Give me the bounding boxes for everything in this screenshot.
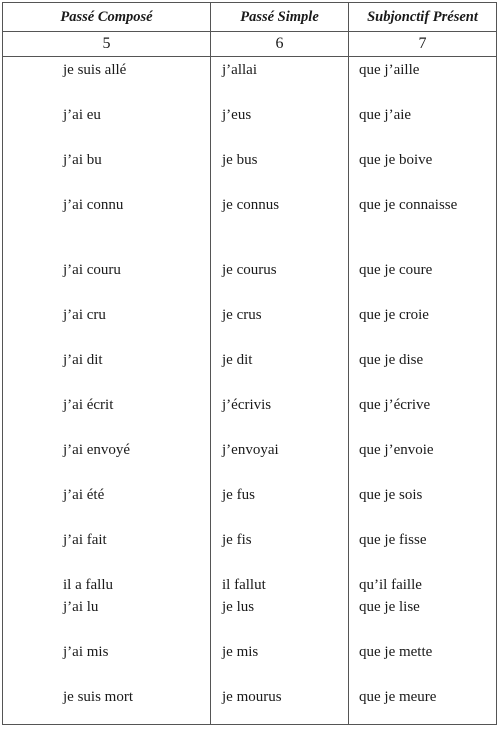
passe-compose-cell <box>3 347 211 392</box>
cell-text: je mourus <box>222 689 282 705</box>
passe-simple-cell <box>211 392 349 437</box>
passe-simple-cell <box>211 639 349 684</box>
cell-text: j’ai écrit <box>63 397 114 413</box>
table-row <box>3 572 497 594</box>
table-row <box>3 347 497 392</box>
table-row <box>3 57 497 103</box>
cell-text: j’ai lu <box>63 599 99 615</box>
cell-text: j’ai connu <box>63 197 124 213</box>
passe-simple-cell <box>211 572 349 594</box>
passe-compose-cell <box>3 594 211 639</box>
subjonctif-present-cell <box>349 572 497 594</box>
cell-text: que je boive <box>359 152 433 168</box>
cell-text: j’ai cru <box>63 307 106 323</box>
cell-text: je lus <box>222 599 255 615</box>
cell-text: je suis allé <box>63 62 127 78</box>
cell-text: que je meure <box>359 689 437 705</box>
table-row <box>3 147 497 192</box>
subjonctif-present-cell <box>349 302 497 347</box>
passe-compose-cell <box>3 482 211 527</box>
subjonctif-present-cell <box>349 684 497 725</box>
cell-text: j’ai couru <box>63 262 121 278</box>
passe-compose-cell <box>3 392 211 437</box>
cell-text: qu’il faille <box>359 577 422 593</box>
cell-text: que je croie <box>359 307 429 323</box>
passe-compose-cell <box>3 57 211 103</box>
subjonctif-present-cell <box>349 392 497 437</box>
cell-text: que je fisse <box>359 532 427 548</box>
cell-text: je bus <box>222 152 258 168</box>
passe-compose-cell <box>3 527 211 572</box>
cell-text: j’ai envoyé <box>63 442 131 458</box>
subjonctif-present-cell <box>349 594 497 639</box>
cell-text: que je connaisse <box>359 197 458 213</box>
conjugation-table <box>2 2 497 725</box>
passe-compose-cell <box>3 437 211 482</box>
cell-text: j’ai mis <box>63 644 109 660</box>
passe-simple-cell <box>211 527 349 572</box>
table-row <box>3 102 497 147</box>
passe-compose-cell <box>3 192 211 257</box>
table-row <box>3 257 497 302</box>
column-number-6: 6 <box>211 32 349 57</box>
passe-simple-cell <box>211 302 349 347</box>
cell-text: il fallut <box>222 577 266 593</box>
passe-simple-cell <box>211 57 349 103</box>
column-number-5: 5 <box>3 32 211 57</box>
cell-text: que je coure <box>359 262 433 278</box>
subjonctif-present-cell <box>349 257 497 302</box>
subjonctif-present-cell <box>349 57 497 103</box>
cell-text: j’ai dit <box>63 352 103 368</box>
passe-simple-cell <box>211 102 349 147</box>
passe-simple-cell <box>211 437 349 482</box>
passe-simple-cell <box>211 684 349 725</box>
table-row <box>3 527 497 572</box>
cell-text: je courus <box>222 262 277 278</box>
passe-simple-cell <box>211 192 349 257</box>
passe-compose-cell <box>3 147 211 192</box>
table-row <box>3 639 497 684</box>
cell-text: que j’écrive <box>359 397 431 413</box>
passe-simple-cell <box>211 347 349 392</box>
cell-text: je suis mort <box>63 689 133 705</box>
cell-text: que je lise <box>359 599 420 615</box>
subjonctif-present-cell <box>349 102 497 147</box>
cell-text: j’eus <box>222 107 252 123</box>
table-row <box>3 437 497 482</box>
cell-text: que je dise <box>359 352 424 368</box>
table-row <box>3 482 497 527</box>
subjonctif-present-cell <box>349 639 497 684</box>
table-row <box>3 684 497 725</box>
cell-text: que j’envoie <box>359 442 434 458</box>
subjonctif-present-cell <box>349 147 497 192</box>
subjonctif-present-cell <box>349 347 497 392</box>
cell-text: j’écrivis <box>222 397 272 413</box>
cell-text: j’ai eu <box>63 107 101 123</box>
cell-text: je crus <box>222 307 262 323</box>
cell-text: j’ai fait <box>63 532 107 548</box>
table-row <box>3 192 497 257</box>
cell-text: je connus <box>222 197 280 213</box>
column-number-7: 7 <box>349 32 497 57</box>
subjonctif-present-cell <box>349 192 497 257</box>
passe-compose-cell <box>3 257 211 302</box>
table-row <box>3 594 497 639</box>
passe-simple-cell <box>211 147 349 192</box>
cell-text: j’allai <box>222 62 257 78</box>
cell-text: il a fallu <box>63 577 113 593</box>
cell-text: j’ai bu <box>63 152 102 168</box>
passe-compose-cell <box>3 102 211 147</box>
header-passe-compose: Passé Composé <box>3 3 211 32</box>
cell-text: j’envoyai <box>222 442 279 458</box>
header-passe-simple: Passé Simple <box>211 3 349 32</box>
cell-text: que j’aie <box>359 107 412 123</box>
cell-text: je dit <box>222 352 253 368</box>
header-row <box>3 3 497 32</box>
column-number-row <box>3 32 497 57</box>
passe-simple-cell <box>211 482 349 527</box>
cell-text: que je mette <box>359 644 433 660</box>
cell-text: que j’aille <box>359 62 420 78</box>
cell-text: je mis <box>222 644 259 660</box>
cell-text: j’ai été <box>63 487 105 503</box>
table-row <box>3 302 497 347</box>
header-subjonctif-present: Subjonctif Présent <box>349 3 497 32</box>
subjonctif-present-cell <box>349 437 497 482</box>
cell-text: je fis <box>222 532 252 548</box>
subjonctif-present-cell <box>349 482 497 527</box>
passe-compose-cell <box>3 302 211 347</box>
cell-text: je fus <box>222 487 255 503</box>
table-row <box>3 392 497 437</box>
passe-simple-cell <box>211 257 349 302</box>
cell-text: que je sois <box>359 487 423 503</box>
passe-compose-cell <box>3 572 211 594</box>
passe-simple-cell <box>211 594 349 639</box>
subjonctif-present-cell <box>349 527 497 572</box>
passe-compose-cell <box>3 684 211 725</box>
passe-compose-cell <box>3 639 211 684</box>
